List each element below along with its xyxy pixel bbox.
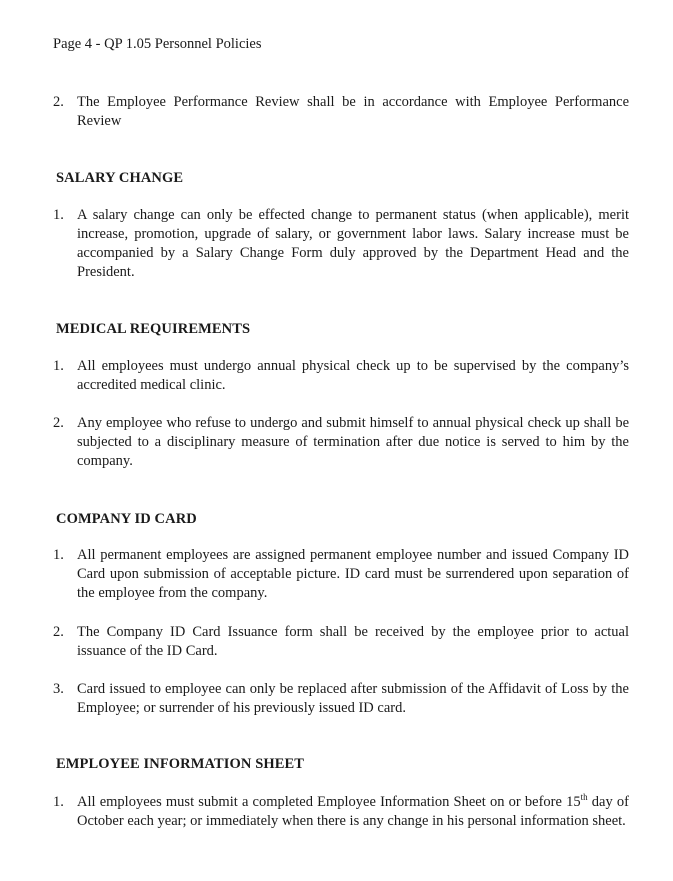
item-text-start: All employees must submit a completed Employee Information Sheet on or before 15 xyxy=(77,794,581,810)
list-item-medical-2 xyxy=(53,414,629,471)
item-number: 3. xyxy=(53,681,64,697)
item-number: 2. xyxy=(53,94,64,110)
section-title-company-id-card: COMPANY ID CARD xyxy=(56,511,197,527)
item-text: All employees must undergo annual physical check up to be supervised by the company’s accredited medical clinic. xyxy=(77,358,629,393)
item-text: A salary change can only be effected change to permanent status (when applicable), merit increase, promotion, upgrade of salary, or government labor laws. Salary increase must be accompanied by a Salary Change Form duly approved by the Department Head and the President. xyxy=(77,207,629,280)
page-header: Page 4 - QP 1.05 Personnel Policies xyxy=(53,36,262,52)
item-text-end: day of October each year; or immediately when there is any change in his personal information sheet. xyxy=(77,794,629,829)
item-number: 1. xyxy=(53,547,64,563)
item-text: Any employee who refuse to undergo and submit himself to annual physical check up shall be subjected to a disciplinary measure of termination after due notice is served to him by the company. xyxy=(77,415,629,469)
list-item-id-card-2 xyxy=(53,623,629,661)
item-text: The Employee Performance Review shall be in accordance with Employee Performance Review xyxy=(77,94,629,129)
list-item-info-sheet-1 xyxy=(53,793,629,831)
section-title-salary-change: SALARY CHANGE xyxy=(56,170,184,186)
list-item-id-card-3 xyxy=(53,680,629,718)
item-number: 2. xyxy=(53,415,64,431)
list-item-salary-change-1 xyxy=(53,206,629,282)
item-text: The Company ID Card Issuance form shall be received by the employee prior to actual issuance of the ID Card. xyxy=(77,624,629,659)
list-item-performance-review xyxy=(53,93,629,131)
list-item-medical-1 xyxy=(53,357,629,395)
item-text xyxy=(77,793,629,831)
list-item-id-card-1 xyxy=(53,546,629,603)
item-text: All permanent employees are assigned permanent employee number and issued Company ID Card upon submission of acceptable picture. ID card must be surrendered upon separation of the employee from the company. xyxy=(77,547,629,601)
ordinal-superscript: th xyxy=(580,792,588,803)
item-number: 1. xyxy=(53,794,64,810)
item-number: 1. xyxy=(53,207,64,223)
item-number: 2. xyxy=(53,624,64,640)
section-title-medical-requirements: MEDICAL REQUIREMENTS xyxy=(56,321,251,337)
item-text: Card issued to employee can only be replaced after submission of the Affidavit of Loss by the Employee; or surrender of his previously issued ID card. xyxy=(77,681,629,716)
item-number: 1. xyxy=(53,358,64,374)
section-title-employee-information-sheet: EMPLOYEE INFORMATION SHEET xyxy=(56,756,305,772)
